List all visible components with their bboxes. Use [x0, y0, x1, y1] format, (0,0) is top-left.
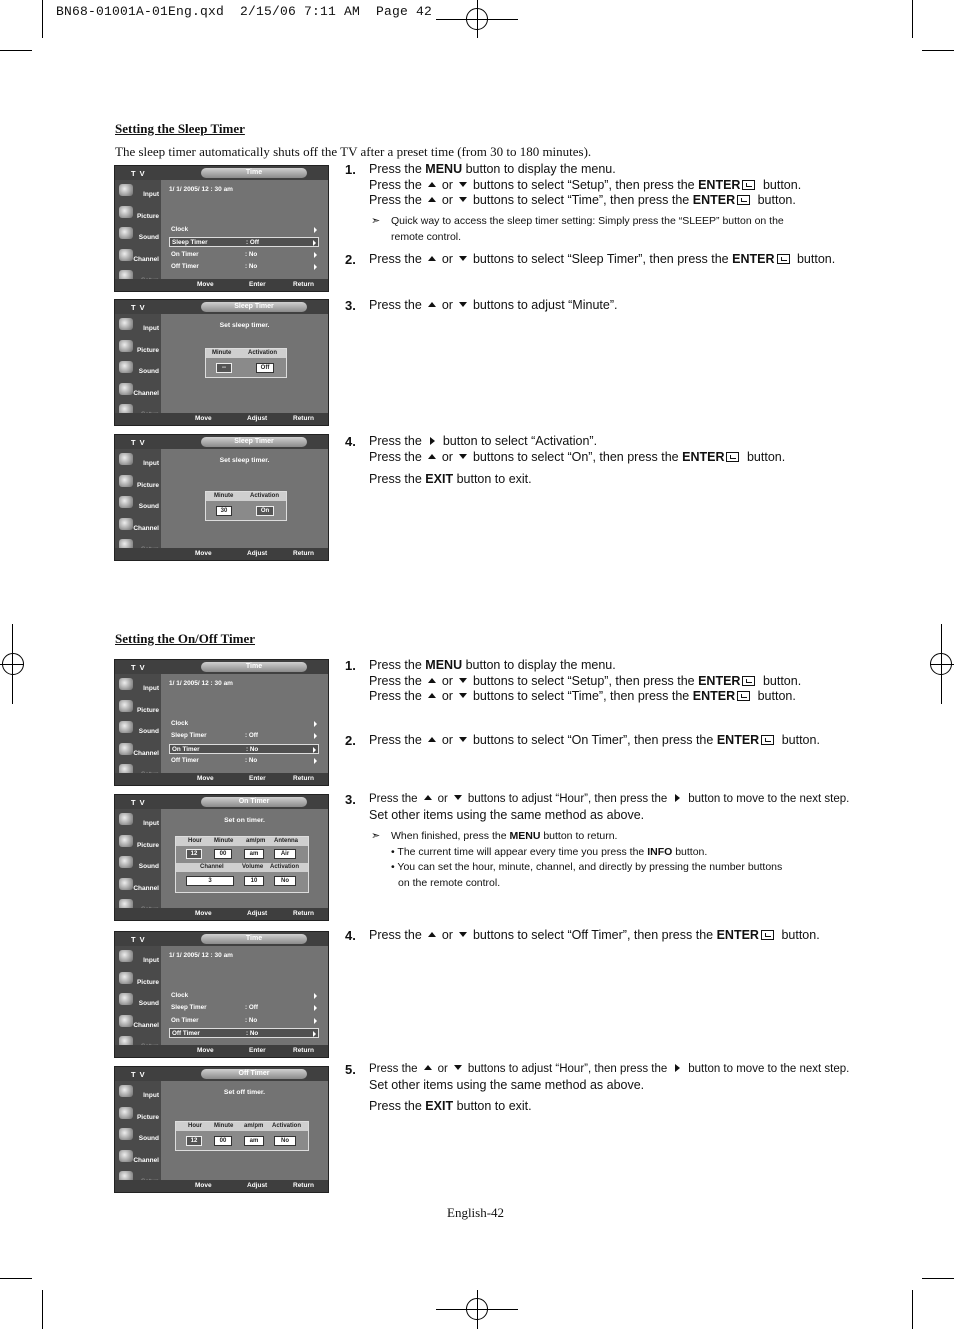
registration-line [477, 0, 478, 38]
menu-row-off-timer: Off Timer : No [169, 262, 319, 272]
tv-menu-item-input [117, 451, 161, 471]
tv-menu-item-input [117, 811, 161, 831]
channel-field: 3 [186, 876, 234, 886]
up-arrow-icon [428, 256, 436, 261]
step-number: 1. [345, 162, 356, 177]
date-display: 1/ 1/ 2005/ 12 : 30 am [169, 952, 233, 959]
tv-menu-label: Input [143, 191, 159, 198]
screen-title: Time [201, 168, 307, 178]
up-arrow-icon [428, 737, 436, 742]
menu-row-sleep-timer: Sleep Timer : Off [169, 1003, 319, 1013]
tv-screen-sleep-activation: T V Sleep Timer Input Picture Sound Channel Set sleep timer. Minute Activation 30 On Move Adjust Return [114, 434, 329, 561]
tv-menu-label: Sound [138, 728, 159, 735]
tv-menu-label: Input [143, 820, 159, 827]
tv-menu-label: Sound [138, 234, 159, 241]
tv-menu-label: Channel [133, 749, 159, 757]
channel-icon [119, 1015, 133, 1027]
tv-menu-label: Channel [133, 1021, 159, 1029]
tv-menu-label: Input [143, 685, 159, 692]
sleep-step-3: 3. Press the or buttons to adjust “Minute”. [345, 298, 618, 313]
sound-icon [119, 856, 133, 868]
activation-field: No [274, 1136, 296, 1146]
down-arrow-icon [459, 678, 467, 683]
picture-icon [119, 340, 133, 352]
picture-icon [119, 835, 133, 847]
onoff-timer-title: Setting the On/Off Timer [115, 631, 255, 646]
tv-menu-item-sound [117, 359, 161, 379]
date-display: 1/ 1/ 2005/ 12 : 30 am [169, 186, 233, 193]
tv-menu-item-sound [117, 225, 161, 245]
hour-field: 12 [186, 849, 202, 859]
tv-menu-item-sound [117, 991, 161, 1011]
tv-menu-sidebar [115, 1081, 161, 1192]
date-display: 1/ 1/ 2005/ 12 : 30 am [169, 680, 233, 687]
ampm-field: am [244, 1136, 264, 1146]
menu-row-off-timer: Off Timer : No [169, 756, 319, 766]
hour-field: 12 [186, 1136, 202, 1146]
picture-icon [119, 972, 133, 984]
tv-screen-time-menu-off: T V Time Input Picture Sound Channel 1/ 1/ 2005/ 12 : 30 am Clock Sleep Timer : Off On Timer : No Off Timer : No Move Enter Return [114, 931, 329, 1058]
channel-icon [119, 743, 133, 755]
tv-menu-item-picture [117, 698, 161, 718]
sleep-step-1: 1. Press the MENU button to display the menu. Press the or buttons to select “Setup”, then press the ENTER button. Press the or buttons to select “Time”, then press the ENTER button. [345, 162, 802, 207]
onoff-step-1: 1. Press the MENU button to display the menu. Press the or buttons to select “Setup”, then press the ENTER button. Press the or buttons to select “Time”, then press the ENTER button. [345, 658, 802, 703]
crop-mark [922, 1278, 954, 1279]
up-arrow-icon [428, 182, 436, 187]
picture-icon [119, 700, 133, 712]
screen-title: Off Timer [201, 1069, 307, 1079]
tv-menu-sidebar [115, 946, 161, 1057]
up-arrow-icon [424, 1065, 432, 1070]
down-arrow-icon [459, 197, 467, 202]
tv-menu-label: Sound [138, 1000, 159, 1007]
tv-menu-label: Sound [138, 503, 159, 510]
minute-field: 00 [214, 1136, 232, 1146]
tv-menu-item-input [117, 182, 161, 202]
onoff-note: ➣ When finished, press the MENU button to return. • The current time will appear every time you press the INFO button. • You can set the hour, minute, channel, and directly by pressing the number buttons on the remote control. [371, 830, 783, 889]
tv-menu-label: Picture [136, 706, 159, 714]
on-timer-box: Hour Minute am/pm Antenna 12 00 am Air Channel Volume Activation 3 10 No [175, 836, 309, 893]
tv-menu-item-input [117, 1083, 161, 1103]
registration-line [941, 624, 942, 704]
volume-field: 10 [244, 876, 264, 886]
sound-icon [119, 496, 133, 508]
menu-row-clock: Clock [169, 225, 319, 235]
tv-menu-label: Picture [136, 1113, 159, 1121]
up-arrow-icon [428, 197, 436, 202]
right-arrow-icon [430, 437, 435, 445]
menu-row-on-timer: On Timer : No [169, 1016, 319, 1026]
sound-icon [119, 361, 133, 373]
screen-message: Set sleep timer. [219, 457, 270, 464]
crop-mark [912, 1290, 913, 1329]
right-arrow-icon [675, 794, 680, 802]
onoff-step-5: 5. Press the or buttons to adjust “Hour”, then press the button to move to the next step. Set other items using the same method as above. Press the EXIT button to exit. [345, 1062, 850, 1113]
screen-message: Set sleep timer. [219, 322, 270, 329]
minute-field: 00 [214, 849, 232, 859]
down-arrow-icon [454, 795, 462, 800]
tv-menu-item-channel [117, 381, 161, 401]
down-arrow-icon [454, 1065, 462, 1070]
down-arrow-icon [459, 182, 467, 187]
menu-row-off-timer: Off Timer : No [169, 1028, 319, 1038]
screen-title: Sleep Timer [201, 302, 307, 312]
sleep-step-2: 2. Press the or buttons to select “Sleep Timer”, then press the ENTER button. [345, 252, 836, 267]
tv-menu-item-sound [117, 854, 161, 874]
input-icon [119, 813, 133, 825]
screen-title: Sleep Timer [201, 437, 307, 447]
sleep-box: Minute Activation 30 On [205, 491, 287, 521]
tv-menu-label: Sound [138, 1135, 159, 1142]
tv-menu-sidebar [115, 314, 161, 425]
tv-screen-time-menu-on: T V Time Input Picture Sound Channel 1/ 1/ 2005/ 12 : 30 am Clock Sleep Timer : Off On Timer : No Off Timer : No Move Enter Return [114, 659, 329, 786]
up-arrow-icon [428, 302, 436, 307]
sound-icon [119, 227, 133, 239]
tv-menu-label: Picture [136, 481, 159, 489]
tv-menu-item-channel [117, 876, 161, 896]
registration-line [477, 1290, 478, 1329]
tv-screen-time-menu: T V Time Input Picture Sound Channel 1/ 1/ 2005/ 12 : 30 am Clock Sleep Timer : Off On Timer : No Off Timer : No Move Enter Return [114, 165, 329, 292]
sleep-step-4: 4. Press the button to select “Activation”. Press the or buttons to select “On”, then press the ENTER button. Press the EXIT button to exit. [345, 434, 786, 486]
enter-icon [737, 195, 750, 205]
screen-title: Time [201, 662, 307, 672]
page-footer: English-42 [447, 1205, 505, 1220]
tv-menu-sidebar [115, 449, 161, 560]
up-arrow-icon [428, 693, 436, 698]
down-arrow-icon [459, 737, 467, 742]
activation-field: On [256, 506, 274, 516]
menu-row-on-timer: On Timer : No [169, 250, 319, 260]
tv-menu-label: Channel [133, 255, 159, 263]
tv-menu-label: Channel [133, 1156, 159, 1164]
down-arrow-icon [459, 693, 467, 698]
registration-line [12, 624, 13, 704]
tv-screen-sleep-minute: T V Sleep Timer Input Picture Sound Channel Set sleep timer. Minute Activation -- Off Move Adjust Return [114, 299, 329, 426]
down-arrow-icon [459, 256, 467, 261]
sleep-note: ➣ Quick way to access the sleep timer setting: Simply press the “SLEEP” button on the remote control. [371, 215, 784, 243]
channel-icon [119, 383, 133, 395]
tv-menu-item-channel [117, 741, 161, 761]
screen-title: Time [201, 934, 307, 944]
tv-menu-item-sound [117, 1126, 161, 1146]
down-arrow-icon [459, 302, 467, 307]
tv-menu-item-channel [117, 247, 161, 267]
tv-menu-item-input [117, 676, 161, 696]
enter-icon [737, 691, 750, 701]
right-arrow-icon [675, 1064, 680, 1072]
down-arrow-icon [459, 932, 467, 937]
minute-field: 30 [216, 506, 232, 516]
tv-menu-item-sound [117, 719, 161, 739]
crop-mark [912, 0, 913, 38]
tv-menu-label: Picture [136, 212, 159, 220]
tv-menu-item-sound [117, 494, 161, 514]
tv-menu-label: Input [143, 325, 159, 332]
tv-menu-item-picture [117, 204, 161, 224]
tv-menu-item-channel [117, 516, 161, 536]
tv-menu-label: Picture [136, 841, 159, 849]
enter-icon [777, 254, 790, 264]
tv-menu-sidebar [115, 180, 161, 291]
ampm-field: am [244, 849, 264, 859]
menu-row-on-timer: On Timer : No [169, 744, 319, 754]
up-arrow-icon [428, 454, 436, 459]
tv-screen-on-timer: T V On Timer Input Picture Sound Channel Set on timer. Hour Minute am/pm Antenna 12 00 am Air Channel Volume Activation 3 10 No Move Adjust Return [114, 794, 329, 921]
channel-icon [119, 249, 133, 261]
input-icon [119, 1085, 133, 1097]
tv-menu-label: Sound [138, 863, 159, 870]
picture-icon [119, 1107, 133, 1119]
activation-field: Off [256, 363, 274, 373]
screen-message: Set off timer. [223, 1089, 266, 1096]
tv-menu-item-picture [117, 473, 161, 493]
tv-menu-sidebar [115, 674, 161, 785]
sound-icon [119, 993, 133, 1005]
crop-mark [0, 1278, 32, 1279]
tv-menu-label: Picture [136, 978, 159, 986]
channel-icon [119, 518, 133, 530]
input-icon [119, 318, 133, 330]
tv-menu-label: Channel [133, 884, 159, 892]
tv-menu-item-picture [117, 1105, 161, 1125]
off-timer-box: Hour Minute am/pm Activation 12 00 am No [175, 1121, 309, 1151]
tv-menu-item-input [117, 948, 161, 968]
tv-menu-item-channel [117, 1013, 161, 1033]
up-arrow-icon [428, 678, 436, 683]
screen-message: Set on timer. [224, 817, 265, 824]
tv-menu-label: Channel [133, 524, 159, 532]
note-arrow-icon: ➣ [371, 830, 381, 842]
tv-menu-item-picture [117, 338, 161, 358]
enter-icon [726, 452, 739, 462]
tv-menu-label: Sound [138, 368, 159, 375]
tv-menu-label: Input [143, 957, 159, 964]
onoff-step-4: 4. Press the or buttons to select “Off Timer”, then press the ENTER button. [345, 928, 820, 943]
input-icon [119, 678, 133, 690]
tv-menu-item-input [117, 316, 161, 336]
antenna-field: Air [274, 849, 296, 859]
sleep-timer-title: Setting the Sleep Timer [115, 121, 245, 136]
tv-menu-item-picture [117, 970, 161, 990]
sound-icon [119, 721, 133, 733]
tv-menu-label: Input [143, 460, 159, 467]
minute-field: -- [216, 363, 232, 373]
onoff-step-2: 2. Press the or buttons to select “On Timer”, then press the ENTER button. [345, 733, 820, 748]
tv-menu-label: Channel [133, 389, 159, 397]
input-icon [119, 453, 133, 465]
enter-icon [742, 180, 755, 190]
up-arrow-icon [428, 932, 436, 937]
picture-icon [119, 206, 133, 218]
channel-icon [119, 878, 133, 890]
sleep-box: Minute Activation -- Off [205, 348, 287, 378]
input-icon [119, 184, 133, 196]
tv-menu-label: Input [143, 1092, 159, 1099]
channel-icon [119, 1150, 133, 1162]
input-icon [119, 950, 133, 962]
menu-row-sleep-timer: Sleep Timer : Off [169, 237, 319, 247]
screen-title: On Timer [201, 797, 307, 807]
sleep-timer-intro: The sleep timer automatically shuts off the TV after a preset time (from 30 to 180 minutes). [115, 144, 592, 159]
tv-screen-off-timer: T V Off Timer Input Picture Sound Channel Set off timer. Hour Minute am/pm Activation 12 00 am No Move Adjust Return [114, 1066, 329, 1193]
down-arrow-icon [459, 454, 467, 459]
sound-icon [119, 1128, 133, 1140]
enter-icon [742, 676, 755, 686]
file-header: BN68-01001A-01Eng.qxd 2/15/06 7:11 AM Page 42 [56, 4, 433, 19]
menu-row-clock: Clock [169, 991, 319, 1001]
enter-icon [761, 930, 774, 940]
picture-icon [119, 475, 133, 487]
crop-mark [0, 50, 32, 51]
tv-menu-sidebar [115, 809, 161, 920]
note-arrow-icon: ➣ [371, 215, 381, 227]
tv-menu-item-channel [117, 1148, 161, 1168]
activation-field: No [274, 876, 296, 886]
crop-mark [42, 0, 43, 38]
menu-row-sleep-timer: Sleep Timer : Off [169, 731, 319, 741]
menu-row-clock: Clock [169, 719, 319, 729]
tv-menu-label: Picture [136, 346, 159, 354]
tv-menu-item-picture [117, 833, 161, 853]
crop-mark [922, 50, 954, 51]
enter-icon [761, 735, 774, 745]
up-arrow-icon [424, 795, 432, 800]
crop-mark [42, 1290, 43, 1329]
onoff-step-3: 3. Press the or buttons to adjust “Hour”, then press the button to move to the next step. Set other items using the same method as above. [345, 792, 850, 822]
